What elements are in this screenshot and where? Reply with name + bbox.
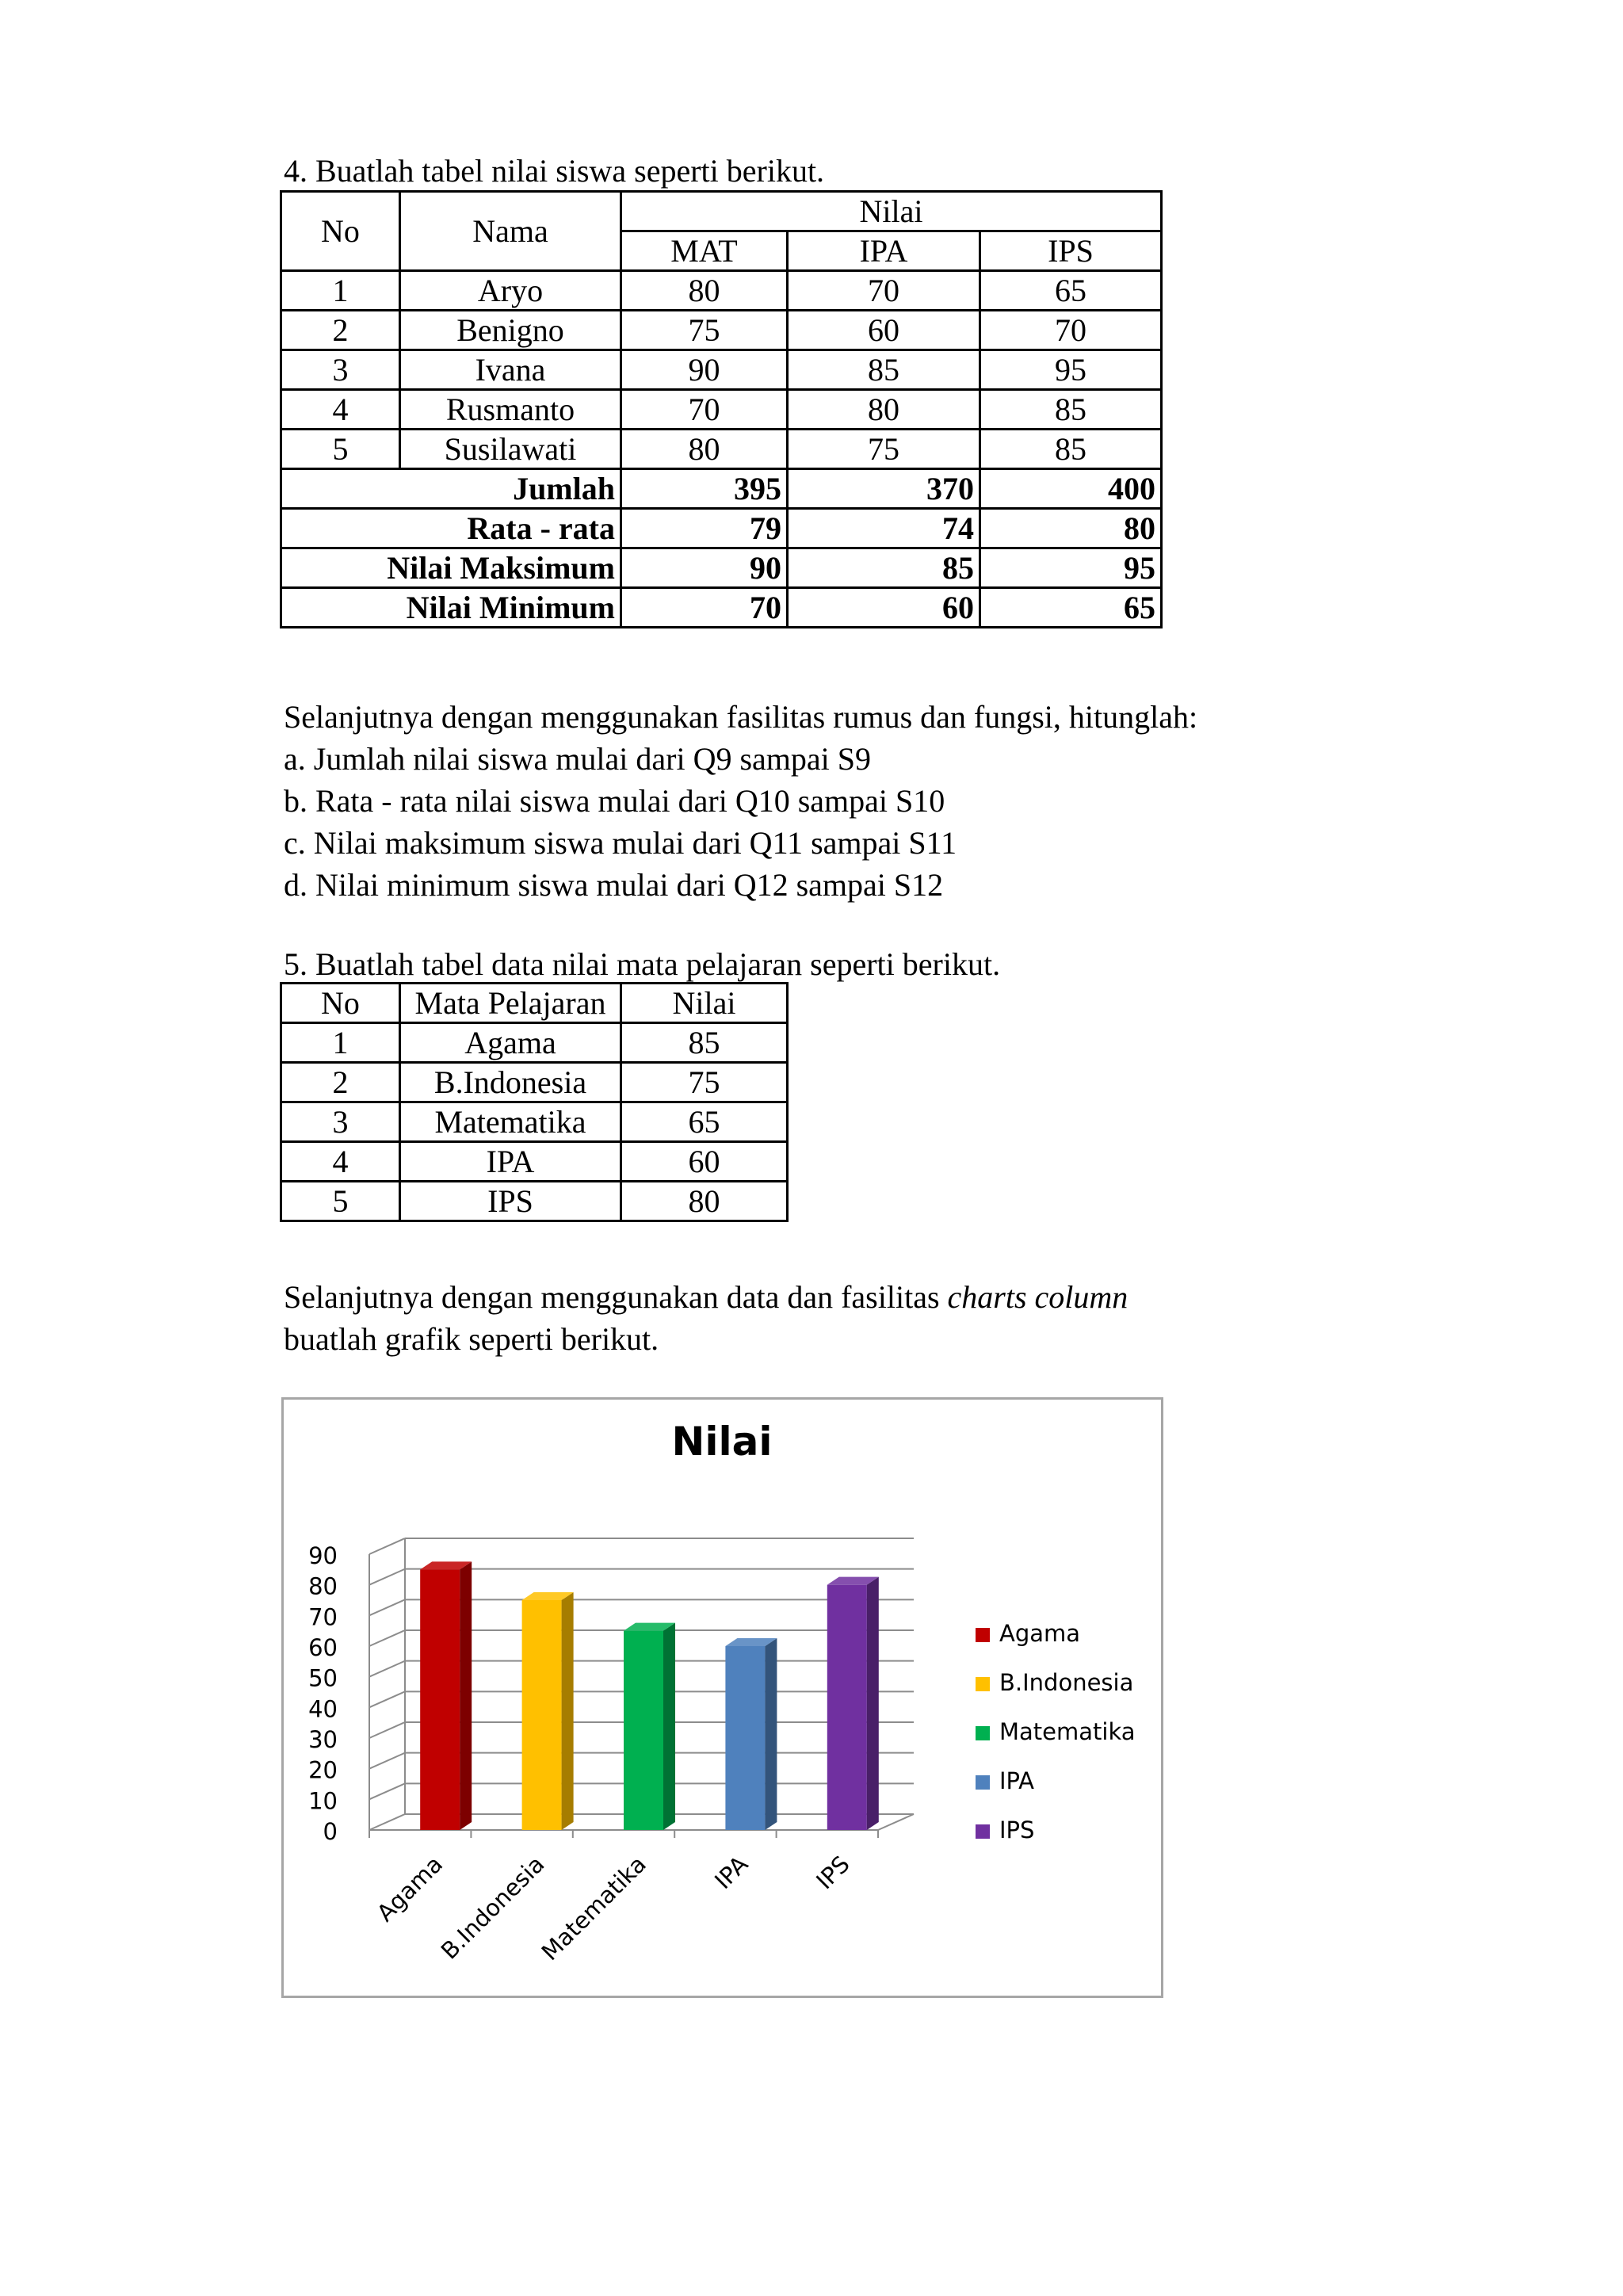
cell-nilai: 75	[621, 1063, 788, 1102]
summary-value: 70	[621, 588, 788, 628]
summary-value: 80	[980, 509, 1162, 548]
cell-score: 75	[788, 430, 980, 469]
cell-no: 3	[281, 1102, 400, 1142]
y-tick-label: 0	[323, 1818, 338, 1845]
table-row	[281, 390, 1162, 430]
section4-heading: 4. Buatlah tabel nilai siswa seperti berikut.	[284, 153, 825, 189]
y-tick-label: 40	[308, 1695, 338, 1723]
header-subject: IPS	[980, 231, 1162, 271]
section5-instructions-line1	[284, 1276, 1128, 1318]
cell-score: 85	[980, 430, 1162, 469]
bar-side	[765, 1638, 777, 1830]
legend-swatch	[976, 1677, 990, 1691]
x-tick-label: Agama	[371, 1850, 449, 1927]
gridline-side	[369, 1569, 405, 1585]
chart-svg	[284, 1400, 1161, 1996]
instruction-italic-text: charts column	[947, 1279, 1128, 1315]
bar	[420, 1569, 460, 1830]
cell-mata-pelajaran: B.Indonesia	[400, 1063, 621, 1102]
cell-no: 1	[281, 1023, 400, 1063]
cell-score: 65	[980, 271, 1162, 311]
legend-swatch	[976, 1726, 990, 1740]
cell-no: 3	[281, 350, 400, 390]
column-chart	[281, 1397, 1163, 1998]
header-subject: MAT	[621, 231, 788, 271]
summary-value: 90	[621, 548, 788, 588]
header-subject: IPA	[788, 231, 980, 271]
cell-nilai: 85	[621, 1023, 788, 1063]
cell-score: 70	[621, 390, 788, 430]
cell-mata-pelajaran: IPS	[400, 1182, 621, 1221]
table-row	[281, 311, 1162, 350]
gridline-side	[369, 1538, 405, 1554]
table-row	[281, 1063, 788, 1102]
cell-nama: Aryo	[400, 271, 621, 311]
cell-score: 95	[980, 350, 1162, 390]
cell-score: 60	[788, 311, 980, 350]
cell-score: 85	[788, 350, 980, 390]
cell-no: 4	[281, 390, 400, 430]
header-no: No	[281, 192, 400, 271]
table-row	[281, 271, 1162, 311]
summary-value: 95	[980, 548, 1162, 588]
cell-score: 85	[980, 390, 1162, 430]
cell-mata-pelajaran: Matematika	[400, 1102, 621, 1142]
header-nama: Nama	[400, 192, 621, 271]
cell-score: 70	[980, 311, 1162, 350]
y-tick-label: 80	[308, 1572, 338, 1600]
summary-row	[281, 509, 1162, 548]
y-tick-label: 60	[308, 1634, 338, 1661]
cell-score: 80	[788, 390, 980, 430]
section4-instructions-intro: Selanjutnya dengan menggunakan fasilitas rumus dan fungsi, hitunglah:	[284, 699, 1198, 735]
subject-scores-table	[280, 982, 789, 1222]
gridline-side	[369, 1753, 405, 1769]
summary-value: 400	[980, 469, 1162, 509]
gridline-side	[369, 1661, 405, 1677]
cell-score: 90	[621, 350, 788, 390]
legend-label: IPS	[999, 1817, 1035, 1843]
cell-nilai: 60	[621, 1142, 788, 1182]
summary-value: 395	[621, 469, 788, 509]
legend-swatch	[976, 1628, 990, 1642]
table-row	[281, 1142, 788, 1182]
bar-side	[460, 1561, 472, 1830]
bar-side	[562, 1592, 574, 1830]
instruction-item: c. Nilai maksimum siswa mulai dari Q11 sampai S11	[284, 825, 957, 861]
summary-value: 85	[788, 548, 980, 588]
section5-instructions-line2: buatlah grafik seperti berikut.	[284, 1321, 659, 1357]
gridline-side	[369, 1599, 405, 1615]
cell-score: 80	[621, 430, 788, 469]
x-tick-label: IPS	[811, 1850, 855, 1895]
summary-value: 79	[621, 509, 788, 548]
cell-nama: Susilawati	[400, 430, 621, 469]
instruction-item: a. Jumlah nilai siswa mulai dari Q9 sampai S9	[284, 741, 871, 777]
student-scores-table	[280, 190, 1163, 628]
summary-value: 60	[788, 588, 980, 628]
gridline-side	[369, 1722, 405, 1738]
y-tick-label: 10	[308, 1787, 338, 1815]
cell-nilai: 80	[621, 1182, 788, 1221]
cell-no: 5	[281, 430, 400, 469]
gridline-side	[369, 1691, 405, 1707]
cell-no: 1	[281, 271, 400, 311]
cell-nama: Benigno	[400, 311, 621, 350]
header-mata-pelajaran: Mata Pelajaran	[400, 984, 621, 1023]
legend-label: IPA	[999, 1767, 1035, 1794]
cell-no: 2	[281, 311, 400, 350]
cell-no: 2	[281, 1063, 400, 1102]
summary-label: Rata - rata	[281, 509, 621, 548]
chart-title: Nilai	[671, 1419, 773, 1465]
table-row	[281, 350, 1162, 390]
x-tick-label: IPA	[709, 1850, 754, 1895]
table-row	[281, 1102, 788, 1142]
y-tick-label: 70	[308, 1603, 338, 1631]
cell-no: 4	[281, 1142, 400, 1182]
x-tick-label: Matematika	[536, 1850, 651, 1966]
section5-heading: 5. Buatlah tabel data nilai mata pelajaran seperti berikut.	[284, 946, 1001, 982]
summary-value: 370	[788, 469, 980, 509]
instruction-item: d. Nilai minimum siswa mulai dari Q12 sampai S12	[284, 867, 944, 903]
bar-side	[867, 1577, 879, 1830]
header-no: No	[281, 984, 400, 1023]
legend-swatch	[976, 1775, 990, 1790]
y-tick-label: 20	[308, 1756, 338, 1784]
instruction-text: Selanjutnya dengan menggunakan data dan fasilitas	[284, 1279, 948, 1315]
legend-label: B.Indonesia	[999, 1669, 1134, 1696]
summary-value: 74	[788, 509, 980, 548]
bar-side	[663, 1623, 675, 1830]
table-row	[281, 1023, 788, 1063]
bar	[522, 1600, 562, 1830]
gridline-side	[369, 1814, 405, 1830]
cell-mata-pelajaran: Agama	[400, 1023, 621, 1063]
bar	[827, 1585, 867, 1830]
cell-score: 80	[621, 271, 788, 311]
cell-no: 5	[281, 1182, 400, 1221]
legend-label: Agama	[999, 1620, 1081, 1647]
gridline-side	[369, 1783, 405, 1799]
cell-nilai: 65	[621, 1102, 788, 1142]
summary-value: 65	[980, 588, 1162, 628]
summary-row	[281, 548, 1162, 588]
table-row	[281, 1182, 788, 1221]
legend-swatch	[976, 1824, 990, 1839]
cell-nama: Rusmanto	[400, 390, 621, 430]
summary-label: Jumlah	[281, 469, 621, 509]
gridline-side	[369, 1630, 405, 1646]
cell-mata-pelajaran: IPA	[400, 1142, 621, 1182]
header-nilai: Nilai	[621, 192, 1162, 231]
cell-score: 70	[788, 271, 980, 311]
summary-label: Nilai Maksimum	[281, 548, 621, 588]
y-tick-label: 30	[308, 1726, 338, 1753]
summary-row	[281, 469, 1162, 509]
floor-edge	[878, 1814, 914, 1830]
legend-label: Matematika	[999, 1718, 1136, 1745]
cell-score: 75	[621, 311, 788, 350]
summary-label: Nilai Minimum	[281, 588, 621, 628]
y-tick-label: 90	[308, 1542, 338, 1569]
summary-row	[281, 588, 1162, 628]
header-nilai: Nilai	[621, 984, 788, 1023]
cell-nama: Ivana	[400, 350, 621, 390]
x-tick-label: B.Indonesia	[435, 1850, 550, 1965]
instruction-item: b. Rata - rata nilai siswa mulai dari Q10 sampai S10	[284, 783, 945, 819]
table-row	[281, 430, 1162, 469]
bar	[624, 1631, 663, 1830]
bar	[725, 1646, 765, 1830]
y-tick-label: 50	[308, 1664, 338, 1692]
